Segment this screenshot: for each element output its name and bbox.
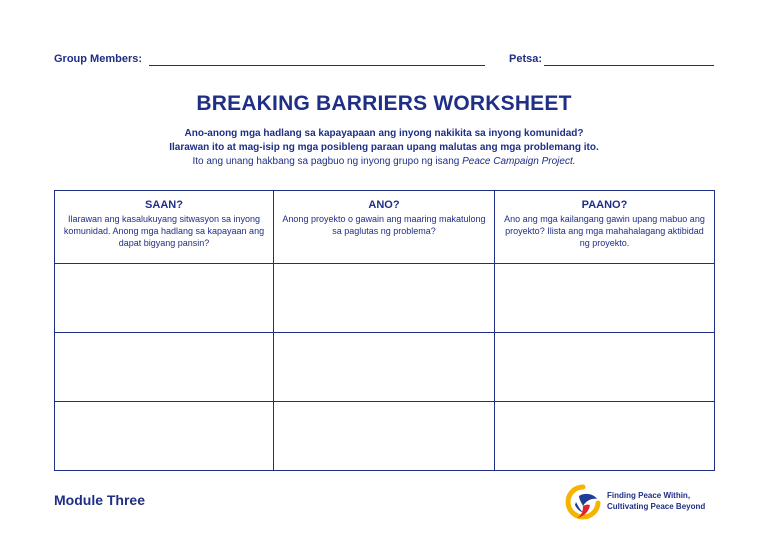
- table-cell[interactable]: [495, 264, 715, 333]
- peace-dove-logo-icon: [565, 484, 601, 520]
- tagline-line-1: Finding Peace Within,: [607, 491, 691, 500]
- table-cell[interactable]: [495, 402, 715, 471]
- table-cell[interactable]: [274, 402, 495, 471]
- table-cell[interactable]: [55, 333, 274, 402]
- group-members-label: Group Members:: [54, 53, 143, 65]
- worksheet-title: BREAKING BARRIERS WORKSHEET: [196, 92, 572, 115]
- group-members-field[interactable]: [149, 65, 485, 66]
- table-row: [55, 333, 715, 402]
- column-title: PAANO?: [581, 199, 628, 211]
- tagline: [607, 490, 705, 512]
- intro-line-3: [0, 155, 768, 169]
- column-description: Ano ang mga kailangang gawin upang mabuo ang proyekto? Ilista ang mga mahahalagang aktibidad ng proyekto.: [504, 214, 705, 248]
- table-cell[interactable]: [55, 264, 274, 333]
- table-cell[interactable]: [55, 402, 274, 471]
- table-row: [55, 264, 715, 333]
- intro-line-3-italic: Peace Campaign Project.: [462, 156, 576, 167]
- table-cell[interactable]: [274, 333, 495, 402]
- petsa-label: Petsa:: [509, 53, 543, 65]
- module-label: Module Three: [54, 492, 146, 508]
- column-title: SAAN?: [145, 199, 183, 211]
- column-description: Ilarawan ang kasalukuyang sitwasyon sa inyong komunidad. Anong mga hadlang sa kapayaan ang dapat bigyang pansin?: [63, 214, 265, 248]
- table-header-row: [55, 191, 715, 264]
- intro-line-1: Ano-anong mga hadlang sa kapayapaan ang inyong nakikita sa inyong komunidad?: [184, 128, 584, 139]
- table-row: [55, 402, 715, 471]
- group-members-row: [54, 53, 714, 69]
- table-cell[interactable]: [495, 333, 715, 402]
- intro-line-2: Ilarawan ito at mag-isip ng mga posibleng paraan upang malutas ang mga problemang ito.: [169, 142, 599, 153]
- column-header-paano: [495, 191, 715, 264]
- column-title: ANO?: [368, 199, 400, 211]
- intro-text: [0, 127, 768, 169]
- tagline-line-2: Cultivating Peace Beyond: [607, 502, 706, 511]
- intro-line-3-text: Ito ang unang hakbang sa pagbuo ng inyong grupo ng isang: [192, 156, 463, 167]
- column-header-ano: [274, 191, 495, 264]
- table-cell[interactable]: [274, 264, 495, 333]
- column-description: Anong proyekto o gawain ang maaring makatulong sa paglutas ng problema?: [282, 214, 486, 236]
- column-header-saan: [55, 191, 274, 264]
- worksheet-table: [54, 190, 715, 471]
- petsa-field[interactable]: [544, 65, 714, 66]
